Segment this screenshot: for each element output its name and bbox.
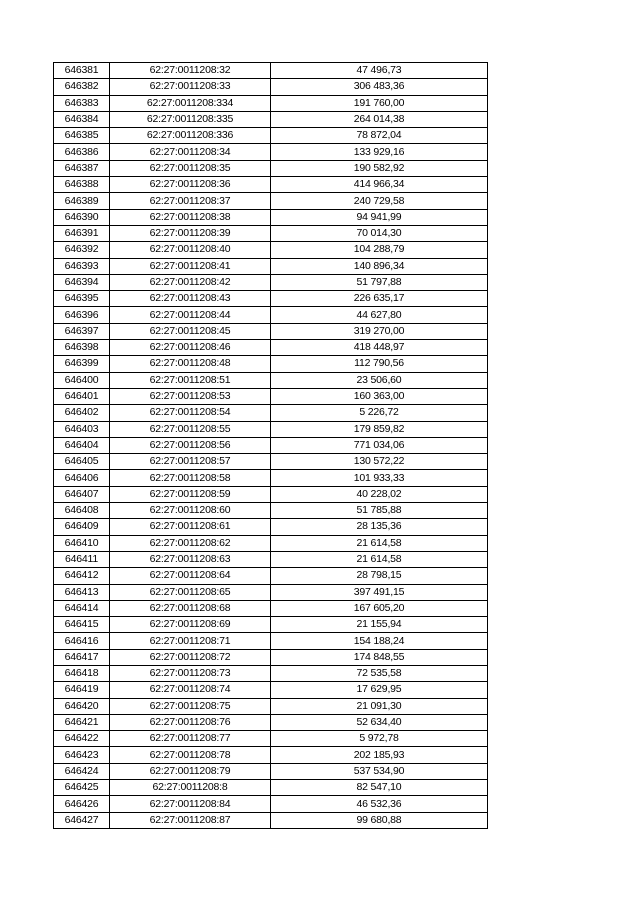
table-row <box>54 763 488 779</box>
table-row <box>54 649 488 665</box>
table-row <box>54 323 488 339</box>
row-number-cell: 646382 <box>54 79 110 95</box>
cadastral-number-cell: 62:27:0011208:34 <box>110 144 271 160</box>
cadastral-number-cell: 62:27:0011208:35 <box>110 160 271 176</box>
value-cell: 47 496,73 <box>271 63 488 79</box>
cadastral-number-cell: 62:27:0011208:44 <box>110 307 271 323</box>
table-row <box>54 421 488 437</box>
table-body <box>54 63 488 829</box>
value-cell: 160 363,00 <box>271 388 488 404</box>
table-row <box>54 665 488 681</box>
value-cell: 319 270,00 <box>271 323 488 339</box>
row-number-cell: 646412 <box>54 568 110 584</box>
cadastral-number-cell: 62:27:0011208:46 <box>110 340 271 356</box>
value-cell: 174 848,55 <box>271 649 488 665</box>
value-cell: 240 729,58 <box>271 193 488 209</box>
table-row <box>54 633 488 649</box>
value-cell: 21 091,30 <box>271 698 488 714</box>
value-cell: 52 634,40 <box>271 714 488 730</box>
table-row <box>54 225 488 241</box>
cadastral-number-cell: 62:27:0011208:64 <box>110 568 271 584</box>
table-row <box>54 193 488 209</box>
row-number-cell: 646413 <box>54 584 110 600</box>
table-row <box>54 144 488 160</box>
value-cell: 306 483,36 <box>271 79 488 95</box>
row-number-cell: 646391 <box>54 225 110 241</box>
row-number-cell: 646414 <box>54 600 110 616</box>
row-number-cell: 646400 <box>54 372 110 388</box>
value-cell: 21 155,94 <box>271 617 488 633</box>
row-number-cell: 646393 <box>54 258 110 274</box>
row-number-cell: 646394 <box>54 274 110 290</box>
cadastral-number-cell: 62:27:0011208:65 <box>110 584 271 600</box>
value-cell: 167 605,20 <box>271 600 488 616</box>
value-cell: 264 014,38 <box>271 111 488 127</box>
table-row <box>54 372 488 388</box>
table-row <box>54 568 488 584</box>
row-number-cell: 646386 <box>54 144 110 160</box>
cadastral-number-cell: 62:27:0011208:334 <box>110 95 271 111</box>
row-number-cell: 646416 <box>54 633 110 649</box>
row-number-cell: 646406 <box>54 470 110 486</box>
cadastral-number-cell: 62:27:0011208:59 <box>110 486 271 502</box>
row-number-cell: 646420 <box>54 698 110 714</box>
cadastral-value-table <box>53 62 488 829</box>
cadastral-number-cell: 62:27:0011208:77 <box>110 731 271 747</box>
row-number-cell: 646401 <box>54 388 110 404</box>
value-cell: 21 614,58 <box>271 535 488 551</box>
table-row <box>54 388 488 404</box>
value-cell: 70 014,30 <box>271 225 488 241</box>
cadastral-number-cell: 62:27:0011208:48 <box>110 356 271 372</box>
cadastral-number-cell: 62:27:0011208:336 <box>110 128 271 144</box>
cadastral-number-cell: 62:27:0011208:84 <box>110 796 271 812</box>
value-cell: 17 629,95 <box>271 682 488 698</box>
cadastral-number-cell: 62:27:0011208:33 <box>110 79 271 95</box>
value-cell: 82 547,10 <box>271 780 488 796</box>
cadastral-number-cell: 62:27:0011208:51 <box>110 372 271 388</box>
table-row <box>54 796 488 812</box>
value-cell: 190 582,92 <box>271 160 488 176</box>
row-number-cell: 646421 <box>54 714 110 730</box>
table-row <box>54 698 488 714</box>
value-cell: 226 635,17 <box>271 291 488 307</box>
row-number-cell: 646396 <box>54 307 110 323</box>
cadastral-number-cell: 62:27:0011208:61 <box>110 519 271 535</box>
cadastral-number-cell: 62:27:0011208:335 <box>110 111 271 127</box>
table-row <box>54 209 488 225</box>
table-row <box>54 405 488 421</box>
row-number-cell: 646389 <box>54 193 110 209</box>
row-number-cell: 646422 <box>54 731 110 747</box>
table-row <box>54 519 488 535</box>
cadastral-number-cell: 62:27:0011208:37 <box>110 193 271 209</box>
row-number-cell: 646404 <box>54 437 110 453</box>
row-number-cell: 646395 <box>54 291 110 307</box>
table-row <box>54 714 488 730</box>
value-cell: 130 572,22 <box>271 454 488 470</box>
value-cell: 72 535,58 <box>271 665 488 681</box>
cadastral-number-cell: 62:27:0011208:78 <box>110 747 271 763</box>
cadastral-number-cell: 62:27:0011208:63 <box>110 551 271 567</box>
table-row <box>54 486 488 502</box>
cadastral-number-cell: 62:27:0011208:41 <box>110 258 271 274</box>
cadastral-number-cell: 62:27:0011208:54 <box>110 405 271 421</box>
table-row <box>54 437 488 453</box>
value-cell: 28 135,36 <box>271 519 488 535</box>
table-row <box>54 356 488 372</box>
table-row <box>54 242 488 258</box>
cadastral-number-cell: 62:27:0011208:58 <box>110 470 271 486</box>
row-number-cell: 646405 <box>54 454 110 470</box>
table-row <box>54 95 488 111</box>
row-number-cell: 646384 <box>54 111 110 127</box>
row-number-cell: 646402 <box>54 405 110 421</box>
row-number-cell: 646403 <box>54 421 110 437</box>
value-cell: 78 872,04 <box>271 128 488 144</box>
row-number-cell: 646424 <box>54 763 110 779</box>
value-cell: 44 627,80 <box>271 307 488 323</box>
value-cell: 46 532,36 <box>271 796 488 812</box>
value-cell: 51 785,88 <box>271 503 488 519</box>
row-number-cell: 646417 <box>54 649 110 665</box>
value-cell: 101 933,33 <box>271 470 488 486</box>
table-row <box>54 584 488 600</box>
row-number-cell: 646407 <box>54 486 110 502</box>
cadastral-number-cell: 62:27:0011208:72 <box>110 649 271 665</box>
cadastral-number-cell: 62:27:0011208:53 <box>110 388 271 404</box>
table-row <box>54 307 488 323</box>
row-number-cell: 646387 <box>54 160 110 176</box>
value-cell: 112 790,56 <box>271 356 488 372</box>
table-row <box>54 503 488 519</box>
row-number-cell: 646383 <box>54 95 110 111</box>
cadastral-number-cell: 62:27:0011208:39 <box>110 225 271 241</box>
cadastral-number-cell: 62:27:0011208:60 <box>110 503 271 519</box>
cadastral-number-cell: 62:27:0011208:42 <box>110 274 271 290</box>
cadastral-number-cell: 62:27:0011208:32 <box>110 63 271 79</box>
row-number-cell: 646390 <box>54 209 110 225</box>
row-number-cell: 646419 <box>54 682 110 698</box>
table-row <box>54 812 488 828</box>
row-number-cell: 646409 <box>54 519 110 535</box>
value-cell: 51 797,88 <box>271 274 488 290</box>
table-row <box>54 340 488 356</box>
value-cell: 397 491,15 <box>271 584 488 600</box>
table-row <box>54 177 488 193</box>
row-number-cell: 646426 <box>54 796 110 812</box>
value-cell: 133 929,16 <box>271 144 488 160</box>
value-cell: 202 185,93 <box>271 747 488 763</box>
cadastral-number-cell: 62:27:0011208:75 <box>110 698 271 714</box>
value-cell: 537 534,90 <box>271 763 488 779</box>
value-cell: 104 288,79 <box>271 242 488 258</box>
row-number-cell: 646388 <box>54 177 110 193</box>
table-row <box>54 600 488 616</box>
value-cell: 40 228,02 <box>271 486 488 502</box>
value-cell: 771 034,06 <box>271 437 488 453</box>
value-cell: 21 614,58 <box>271 551 488 567</box>
value-cell: 5 226,72 <box>271 405 488 421</box>
table-row <box>54 780 488 796</box>
cadastral-number-cell: 62:27:0011208:43 <box>110 291 271 307</box>
row-number-cell: 646392 <box>54 242 110 258</box>
row-number-cell: 646397 <box>54 323 110 339</box>
row-number-cell: 646381 <box>54 63 110 79</box>
cadastral-number-cell: 62:27:0011208:79 <box>110 763 271 779</box>
value-cell: 154 188,24 <box>271 633 488 649</box>
table-row <box>54 160 488 176</box>
cadastral-number-cell: 62:27:0011208:73 <box>110 665 271 681</box>
row-number-cell: 646399 <box>54 356 110 372</box>
table-row <box>54 551 488 567</box>
table-row <box>54 535 488 551</box>
cadastral-number-cell: 62:27:0011208:74 <box>110 682 271 698</box>
cadastral-number-cell: 62:27:0011208:68 <box>110 600 271 616</box>
table-row <box>54 258 488 274</box>
table-row <box>54 291 488 307</box>
cadastral-number-cell: 62:27:0011208:8 <box>110 780 271 796</box>
table-row <box>54 111 488 127</box>
row-number-cell: 646411 <box>54 551 110 567</box>
value-cell: 191 760,00 <box>271 95 488 111</box>
cadastral-number-cell: 62:27:0011208:38 <box>110 209 271 225</box>
cadastral-number-cell: 62:27:0011208:40 <box>110 242 271 258</box>
table-row <box>54 274 488 290</box>
table-row <box>54 63 488 79</box>
cadastral-number-cell: 62:27:0011208:45 <box>110 323 271 339</box>
table-row <box>54 470 488 486</box>
table-row <box>54 454 488 470</box>
cadastral-number-cell: 62:27:0011208:55 <box>110 421 271 437</box>
value-cell: 94 941,99 <box>271 209 488 225</box>
table-row <box>54 731 488 747</box>
cadastral-number-cell: 62:27:0011208:87 <box>110 812 271 828</box>
value-cell: 414 966,34 <box>271 177 488 193</box>
value-cell: 418 448,97 <box>271 340 488 356</box>
cadastral-number-cell: 62:27:0011208:71 <box>110 633 271 649</box>
value-cell: 28 798,15 <box>271 568 488 584</box>
cadastral-number-cell: 62:27:0011208:56 <box>110 437 271 453</box>
row-number-cell: 646427 <box>54 812 110 828</box>
cadastral-number-cell: 62:27:0011208:69 <box>110 617 271 633</box>
row-number-cell: 646408 <box>54 503 110 519</box>
row-number-cell: 646423 <box>54 747 110 763</box>
cadastral-number-cell: 62:27:0011208:62 <box>110 535 271 551</box>
table-row <box>54 617 488 633</box>
row-number-cell: 646398 <box>54 340 110 356</box>
row-number-cell: 646418 <box>54 665 110 681</box>
cadastral-number-cell: 62:27:0011208:57 <box>110 454 271 470</box>
row-number-cell: 646415 <box>54 617 110 633</box>
value-cell: 23 506,60 <box>271 372 488 388</box>
cadastral-number-cell: 62:27:0011208:76 <box>110 714 271 730</box>
value-cell: 5 972,78 <box>271 731 488 747</box>
table-row <box>54 682 488 698</box>
cadastral-number-cell: 62:27:0011208:36 <box>110 177 271 193</box>
value-cell: 179 859,82 <box>271 421 488 437</box>
row-number-cell: 646385 <box>54 128 110 144</box>
value-cell: 99 680,88 <box>271 812 488 828</box>
table-row <box>54 747 488 763</box>
row-number-cell: 646425 <box>54 780 110 796</box>
row-number-cell: 646410 <box>54 535 110 551</box>
table-row <box>54 79 488 95</box>
value-cell: 140 896,34 <box>271 258 488 274</box>
table-row <box>54 128 488 144</box>
